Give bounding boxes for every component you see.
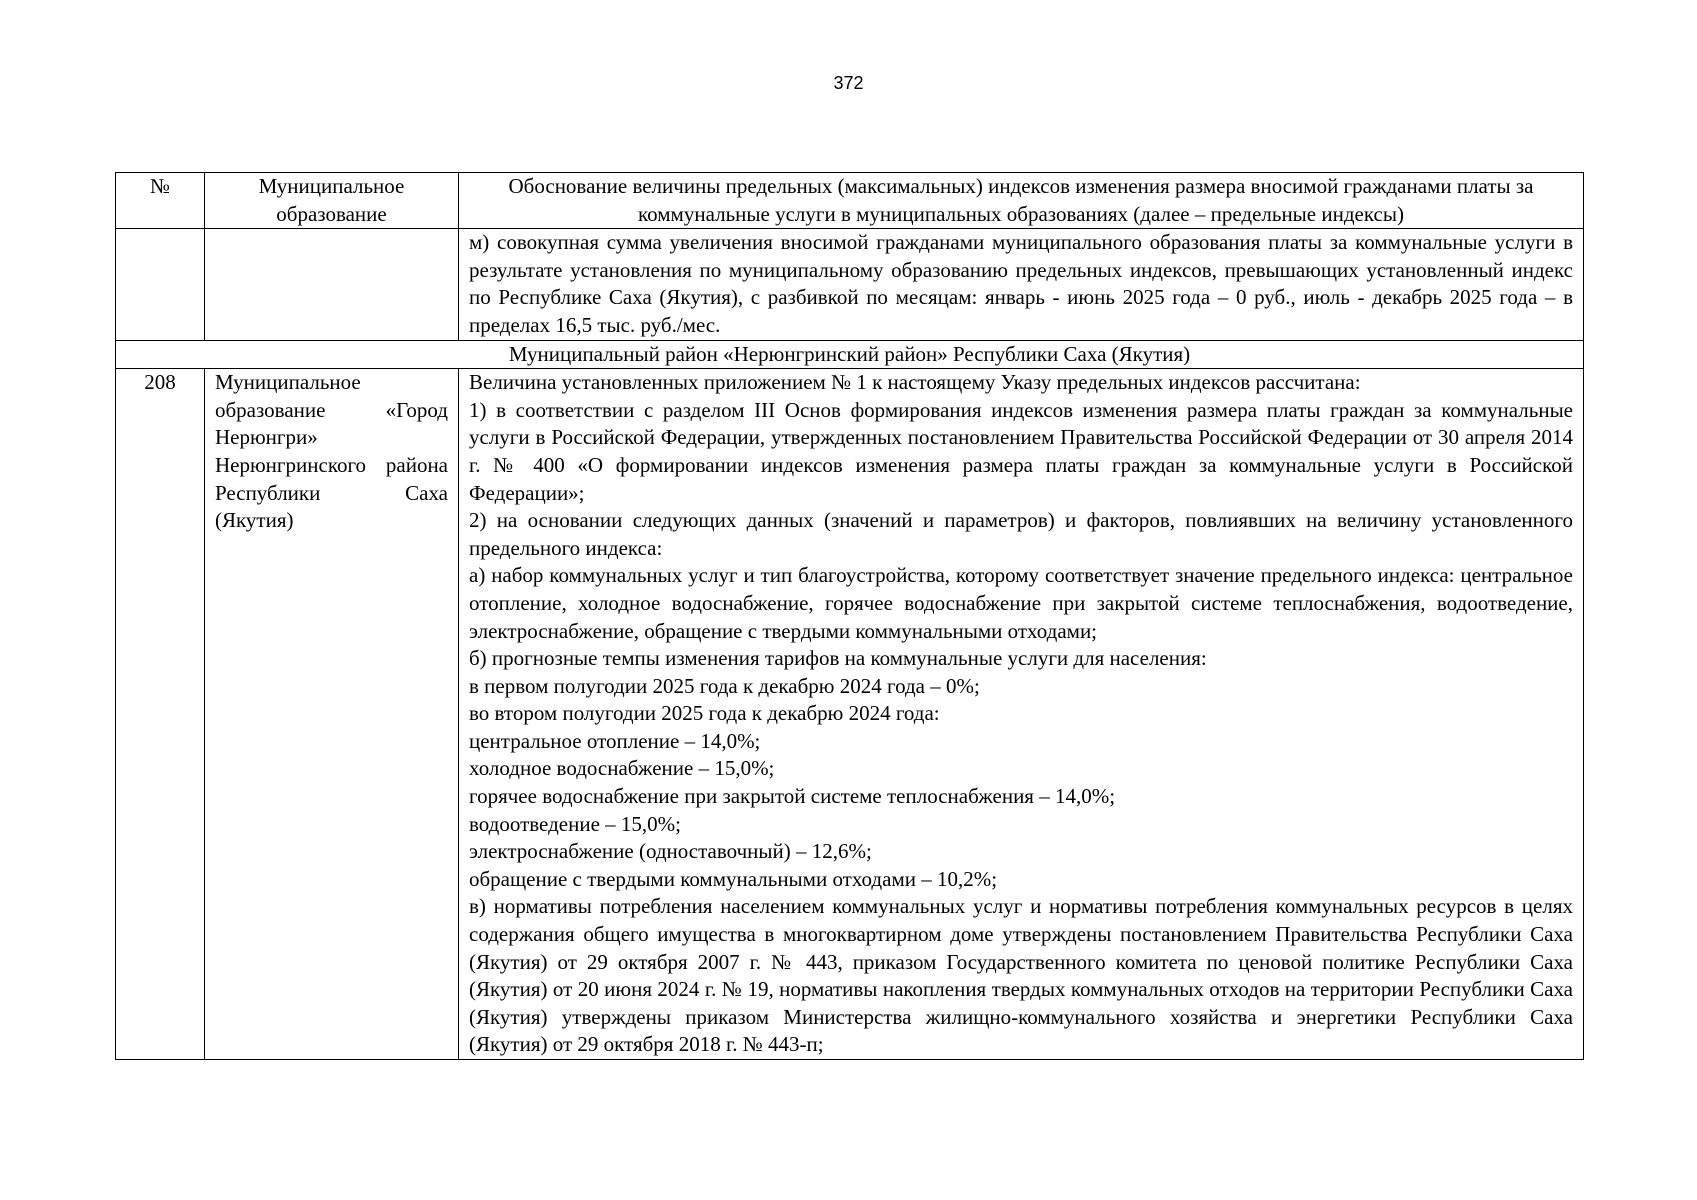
row-208-justification bbox=[459, 369, 1584, 1060]
section-title: Муниципальный район «Нерюнгринский район» Республики Саха (Якутия) bbox=[116, 340, 1584, 369]
header-justification: Обоснование величины предельных (максимальных) индексов изменения размера вносимой гражданами платы за коммунальные услуги в муниципальных образованиях (далее – предельные индексы) bbox=[459, 173, 1584, 229]
paragraph: 1) в соответствии с разделом III Основ формирования индексов изменения размера платы граждан за коммунальные услуги в Российской Федерации, утвержденных постановлением Правительства Российской Федерации от 30 апреля 2014 г. № 400 «О формировании индексов изменения размера платы граждан за коммунальные услуги в Российской Федерации»; bbox=[469, 397, 1573, 505]
table-row-208 bbox=[116, 369, 1584, 1060]
continuation-text-cell bbox=[459, 229, 1584, 340]
paragraph: в) нормативы потребления населением коммунальных услуг и нормативы потребления коммунальных ресурсов в целях содержания общего имущества в многоквартирном доме утверждены постановлением Правительства Республики Саха (Якутия) от 29 октября 2007 г. № 443, приказом Государственного комитета по ценовой политике Республики Саха (Якутия) от 20 июня 2024 г. № 19, нормативы накопления твердых коммунальных отходов на территории Республики Саха (Якутия) утверждены приказом Министерства жилищно-коммунального хозяйства и энергетики Республики Саха (Якутия) от 29 октября 2018 г. № 443-п; bbox=[469, 894, 1573, 1057]
continuation-municipality-cell bbox=[205, 229, 459, 340]
table-header-row bbox=[116, 173, 1584, 229]
table-row-section bbox=[116, 340, 1584, 369]
paragraph: холодное водоснабжение – 15,0%; bbox=[469, 756, 775, 781]
header-municipality: Муниципальное образование bbox=[205, 173, 459, 229]
paragraph: горячее водоснабжение при закрытой системе теплоснабжения – 14,0%; bbox=[469, 784, 1116, 809]
paragraph: во втором полугодии 2025 года к декабрю 2024 года: bbox=[469, 701, 940, 726]
paragraph: в первом полугодии 2025 года к декабрю 2024 года – 0%; bbox=[469, 673, 980, 698]
row-208-num: 208 bbox=[116, 369, 205, 1060]
row-208-municipality: Муниципальное образование «Город Нерюнгри» Нерюнгринского района Республики Саха (Якутия) bbox=[205, 369, 459, 1060]
paragraph: а) набор коммунальных услуг и тип благоустройства, которому соответствует значение предельного индекса: центральное отопление, холодное водоснабжение, горячее водоснабжение при закрытой системе теплоснабжения, водоотведение, электроснабжение, обращение с твердыми коммунальными отходами; bbox=[469, 563, 1573, 643]
paragraph: электроснабжение (одноставочный) – 12,6%; bbox=[469, 839, 872, 864]
header-num: № bbox=[116, 173, 205, 229]
paragraph: 2) на основании следующих данных (значений и параметров) и факторов, повлиявших на величину установленного предельного индекса: bbox=[469, 508, 1573, 560]
indices-table bbox=[115, 172, 1584, 1060]
paragraph: обращение с твердыми коммунальными отходами – 10,2%; bbox=[469, 866, 998, 891]
continuation-num-cell bbox=[116, 229, 205, 340]
page-number: 372 bbox=[833, 73, 864, 93]
continuation-paragraph: м) совокупная сумма увеличения вносимой гражданами муниципального образования платы за коммунальные услуги в результате установления по муниципальному образованию предельных индексов, превышающих установленный индекс по Республике Саха (Якутия), с разбивкой по месяцам: январь - июнь 2025 года – 0 руб., июль - декабрь 2025 года – в пределах 16,5 тыс. руб./мес. bbox=[469, 230, 1573, 337]
paragraph: б) прогнозные темпы изменения тарифов на коммунальные услуги для населения: bbox=[469, 646, 1207, 671]
paragraph: центральное отопление – 14,0%; bbox=[469, 728, 761, 753]
paragraph: Величина установленных приложением № 1 к настоящему Указу предельных индексов рассчитана: bbox=[469, 370, 1361, 395]
table-row-continuation bbox=[116, 229, 1584, 340]
paragraph: водоотведение – 15,0%; bbox=[469, 811, 681, 836]
